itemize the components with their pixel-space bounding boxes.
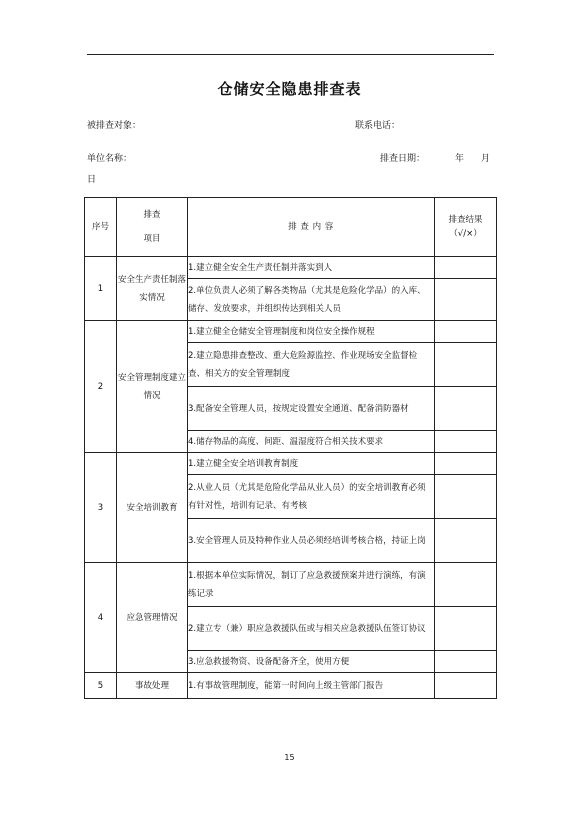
page-number: 15 bbox=[284, 753, 295, 762]
day-label: 日 bbox=[87, 175, 97, 185]
row-project: 安全管理制度建立情况 bbox=[117, 321, 188, 453]
header-content bbox=[188, 198, 435, 257]
check-item: 2.建立专（兼）职应急救援队伍或与相关应急救援队伍签订协议 bbox=[188, 607, 435, 651]
check-item: 1.建立健全仓储安全管理制度和岗位安全操作规程 bbox=[188, 321, 435, 343]
inspected-label: 被排查对象： bbox=[87, 121, 142, 131]
header-seq-text: 序号 bbox=[91, 222, 109, 232]
row-seq: 3 bbox=[85, 453, 117, 563]
phone-label: 联系电话： bbox=[355, 121, 401, 131]
date-label: 排查日期： bbox=[380, 154, 426, 164]
row-seq: 2 bbox=[85, 321, 117, 453]
row-project: 安全生产责任制落实情况 bbox=[117, 257, 188, 321]
header-result-line2: （√/×） bbox=[449, 229, 482, 239]
header-rule bbox=[87, 54, 494, 55]
result-cell[interactable] bbox=[435, 453, 497, 475]
check-item: 1.有事故管理制度，能第一时间向上级主管部门报告 bbox=[188, 673, 435, 699]
result-cell[interactable] bbox=[435, 563, 497, 607]
result-cell[interactable] bbox=[435, 279, 497, 321]
header-content-text: 排 查 内 容 bbox=[288, 222, 334, 232]
check-item: 3.配备安全管理人员，按规定设置安全通道、配备消防器材 bbox=[188, 387, 435, 431]
result-cell[interactable] bbox=[435, 257, 497, 279]
table-row bbox=[85, 321, 497, 343]
page-title: 仓储安全隐患排查表 bbox=[217, 80, 362, 98]
table-header-row bbox=[85, 198, 497, 257]
unit-label: 单位名称： bbox=[87, 154, 133, 164]
table-row bbox=[85, 257, 497, 279]
row-project: 安全培训教育 bbox=[117, 453, 188, 563]
year-label: 年 bbox=[455, 154, 465, 164]
row-project: 应急管理情况 bbox=[117, 563, 188, 673]
check-item: 3.应急救援物资、设备配备齐全，使用方便 bbox=[188, 651, 435, 673]
check-item: 1.根据本单位实际情况，制订了应急救援预案并进行演练，有演练记录 bbox=[188, 563, 435, 607]
inspection-table bbox=[84, 197, 497, 699]
month-label: 月 bbox=[481, 154, 491, 164]
result-cell[interactable] bbox=[435, 343, 497, 387]
check-item: 2.建立隐患排查整改、重大危险源监控、作业现场安全监督检查、相关方的安全管理制度 bbox=[188, 343, 435, 387]
result-cell[interactable] bbox=[435, 431, 497, 453]
result-cell[interactable] bbox=[435, 673, 497, 699]
check-item: 2.单位负责人必须了解各类物品（尤其是危险化学品）的入库、储存、发放要求，并组织传达到相关人员 bbox=[188, 279, 435, 321]
table-row bbox=[85, 563, 497, 607]
header-result-line1: 排查结果 bbox=[448, 215, 483, 225]
result-cell[interactable] bbox=[435, 651, 497, 673]
result-cell[interactable] bbox=[435, 519, 497, 563]
check-item: 3.安全管理人员及特种作业人员必须经培训考核合格，持证上岗 bbox=[188, 519, 435, 563]
row-seq: 4 bbox=[85, 563, 117, 673]
table-row bbox=[85, 673, 497, 699]
header-result bbox=[435, 198, 497, 257]
row-seq: 1 bbox=[85, 257, 117, 321]
result-cell[interactable] bbox=[435, 475, 497, 519]
check-item: 1.建立健全安全培训教育制度 bbox=[188, 453, 435, 475]
check-item: 4.储存物品的高度、间距、温湿度符合相关技术要求 bbox=[188, 431, 435, 453]
row-project: 事故处理 bbox=[117, 673, 188, 699]
header-seq bbox=[85, 198, 117, 257]
header-project-line2: 项目 bbox=[143, 234, 161, 244]
row-seq: 5 bbox=[85, 673, 117, 699]
result-cell[interactable] bbox=[435, 607, 497, 651]
header-project-line1: 排查 bbox=[143, 210, 161, 220]
header-project bbox=[117, 198, 188, 257]
check-item: 2.从业人员（尤其是危险化学品从业人员）的安全培训教育必须有针对性，培训有记录、有考核 bbox=[188, 475, 435, 519]
table-row bbox=[85, 453, 497, 475]
result-cell[interactable] bbox=[435, 387, 497, 431]
result-cell[interactable] bbox=[435, 321, 497, 343]
check-item: 1.建立健全安全生产责任制并落实到人 bbox=[188, 257, 435, 279]
